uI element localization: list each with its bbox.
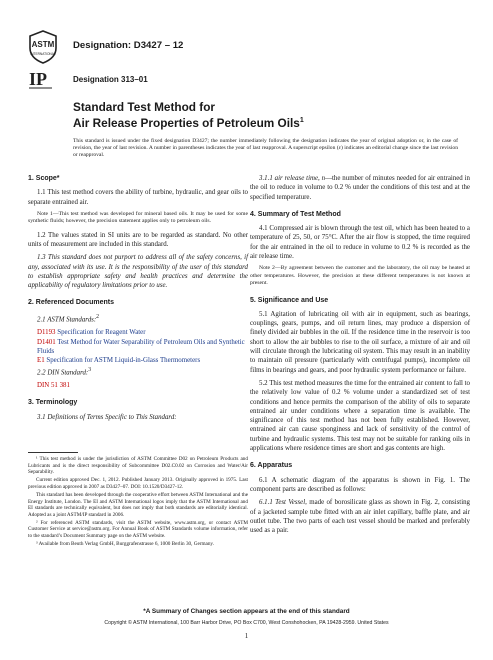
- svg-text:IP: IP: [29, 69, 47, 89]
- copyright-line: Copyright © ASTM International, 100 Barr Harbor Drive, PO Box C700, West Conshohocken, PA 19428-2959. United States: [104, 620, 389, 626]
- note-2: Note 2—By agreement between the customer and the laboratory, the oil may be heated at other temperatures. However, the precision at these different temperatures is not known at present.: [250, 265, 470, 287]
- footnote-2: ² For referenced ASTM standards, visit the ASTM website, www.astm.org, or contact ASTM Customer Service at service@astm.org. For Annual Book of ASTM Standards volume information, refer to the standard’s Document Summary page on the ASTM website.: [28, 519, 248, 540]
- title-line-2-text: Air Release Properties of Petroleum Oils: [73, 115, 300, 130]
- reference-d1401[interactable]: [37, 338, 248, 357]
- footnote-3: ³ Available from Beuth Verlag GmbH, Burggrafenstrasse 6, 1000 Berlin 30, Germany.: [36, 541, 214, 548]
- designation: Designation: D3427 – 12: [73, 40, 184, 51]
- section-heading-terminology: 3. Terminology: [28, 399, 78, 407]
- paragraph-5-2: 5.2 This test method measures the time for the entrained air content to fall to the relatively low value of 0.2 % volume under a standardized set of test conditions and hence permits the comparison of the ability of oils to separate entrained air under conditions where a separation time is available. The significance of this test method has not been fully established. However, entrained air can cause sponginess and lack of sensitivity of the control of turbine and hydraulic systems. This test may not be suitable for ranking oils in applications where residence times are short and gas contents are high.: [250, 379, 470, 453]
- standard-issue-notice: This standard is issued under the fixed designation D3427; the number immediately following the designation indicates the year of original adoption or, in the case of revision, the year of last revision. A number in parentheses indicates the year of last reapproval. A superscript epsilon (ε) indicates an editorial change since the last revision or reapproval.: [73, 138, 458, 159]
- svg-text:INTERNATIONAL: INTERNATIONAL: [30, 52, 56, 56]
- section-heading-summary: 4. Summary of Test Method: [250, 210, 341, 218]
- footnote-divider: [28, 452, 78, 453]
- term-test-vessel: 6.1.1 Test Vessel,: [259, 499, 307, 507]
- paragraph-2-1: [28, 313, 248, 325]
- paragraph-1-2: 1.2 The values stated in SI units are to be regarded as standard. No other units of measurement are included in this standard.: [28, 231, 248, 248]
- title-footnote-ref: 1: [299, 117, 304, 124]
- reference-din-code[interactable]: DIN 51 381: [37, 382, 70, 390]
- footnote-1: ¹ This test method is under the jurisdiction of ASTM Committee D02 on Petroleum Products and Lubricants and is the direct responsibility of Subcommittee D02.C0.02 on Corrosion and Water/Air Separability.: [28, 456, 248, 476]
- reference-title[interactable]: Specification for ASTM Liquid-in-Glass Thermometers: [46, 357, 201, 365]
- reference-title[interactable]: Test Method for Water Separability of Petroleum Oils and Synthetic Fluids: [37, 338, 245, 355]
- reference-code[interactable]: D1193: [37, 329, 56, 337]
- document-title: [73, 100, 304, 130]
- paragraph-6-1: 6.1 A schematic diagram of the apparatus is shown in Fig. 1. The component parts are described as follows:: [250, 476, 470, 493]
- section-heading-apparatus: 6. Apparatus: [250, 462, 293, 470]
- paragraph-1-3-text: 1.3 This standard does not purport to address all of the safety concerns, if any, associated with its use. It is the responsibility of the user of this standard to establish appropriate safety and health practices and determine the applicability of regulatory limitations prior to use.: [28, 254, 248, 290]
- summary-of-changes-notice: *A Summary of Changes section appears at the end of this standard: [143, 608, 350, 615]
- energy-institute-logo-icon: [28, 68, 54, 90]
- paragraph-2-2: [28, 366, 248, 378]
- definition-air-release-time: —the number of minutes needed for air entrained in the oil to reduce in volume to 0.2 % under the conditions of this test and at the specified temperature.: [250, 175, 470, 201]
- paragraph-1-1: 1.1 This test method covers the ability of turbine, hydraulic, and gear oils to separate entrained air.: [28, 189, 248, 206]
- term-air-release-time: 3.1.1 air release time, n: [259, 175, 326, 182]
- footnote-1-edition: Current edition approved Dec. 1, 2012. Published January 2013. Originally approved in 1975. Last previous edition approved in 2007 as D3427–07. DOI: 10.1520/D3427-12.: [28, 477, 248, 490]
- paragraph-1-3: [28, 253, 248, 290]
- paragraph-5-1: 5.1 Agitation of lubricating oil with air in equipment, such as bearings, couplings, gears, pumps, and oil return lines, may produce a dispersion of finely divided air bubbles in the oil. If the residence time in the reservoir is too short to allow the air bubbles to rise to the oil surface, a mixture of air and oil will circulate through the lubricating oil system. This may result in an inability to maintain oil pressure (particularly with centrifugal pumps), incomplete oil films in bearings and gears, and poor hydraulic system performance or failure.: [250, 310, 470, 374]
- designation-ip: Designation 313–01: [73, 75, 148, 84]
- astm-logo-icon: [28, 30, 58, 64]
- paragraph-4-1: 4.1 Compressed air is blown through the test oil, which has been heated to a temperature of 25, 50, or 75°C. After the air flow is stopped, the time required for the air entrained in the oil to reduce in volume to 0.2 % is recorded as the air release time.: [250, 225, 470, 261]
- paragraph-2-2-text: 2.2 DIN Standard:: [37, 368, 89, 376]
- paragraph-2-1-text: 2.1 ASTM Standards:: [37, 316, 97, 324]
- reference-e1[interactable]: [37, 356, 248, 365]
- section-heading-scope: 1. Scope*: [28, 175, 60, 182]
- right-column: [250, 174, 470, 539]
- paragraph-6-1-1-text: made of borosilicate glass as shown in Fig. 2, consisting of a jacketed sample tube fitted with an air inlet capillary, baffle plate, and air outlet tube. The two parts of each test vessel should be marked and preferably used as a pair.: [250, 499, 470, 535]
- reference-code[interactable]: E1: [37, 357, 45, 365]
- reference-title[interactable]: Specification for Reagent Water: [57, 329, 146, 337]
- page-number: 1: [244, 632, 249, 640]
- footnotes: [28, 456, 248, 549]
- reference-d1193[interactable]: [37, 328, 248, 337]
- paragraph-3-1: [28, 413, 248, 422]
- section-heading-referenced-documents: 2. Referenced Documents: [28, 299, 114, 307]
- left-column: [28, 174, 248, 426]
- paragraph-3-1-text: 3.1 Definitions of Terms Specific to This Standard:: [37, 413, 177, 421]
- footnote-ref-2: 2: [96, 313, 100, 320]
- footnote-ref-3: 3: [88, 366, 92, 373]
- title-line-1: Standard Test Method for: [73, 100, 216, 114]
- title-line-2: [73, 114, 304, 130]
- section-heading-significance: 5. Significance and Use: [250, 296, 329, 304]
- note-1: Note 1—This test method was developed for mineral based oils. It may be used for some synthetic fluids; however, the precision statement applies only to petroleum oils.: [28, 210, 248, 225]
- reference-din[interactable]: [37, 381, 248, 390]
- paragraph-6-1-1: [250, 498, 470, 535]
- svg-text:ASTM: ASTM: [31, 40, 55, 49]
- reference-code[interactable]: D1401: [37, 338, 56, 346]
- footnote-1-cooperation: This standard has been developed through the cooperative effort between ASTM International and the Energy Institute, London. The EI and ASTM International logos imply that the ASTM International and EI standards are technically equivalent, but does not imply that both standards are editorially identical. Adopted as a joint ASTM/IP standard in 2006.: [28, 491, 248, 518]
- paragraph-3-1-1: [250, 174, 470, 202]
